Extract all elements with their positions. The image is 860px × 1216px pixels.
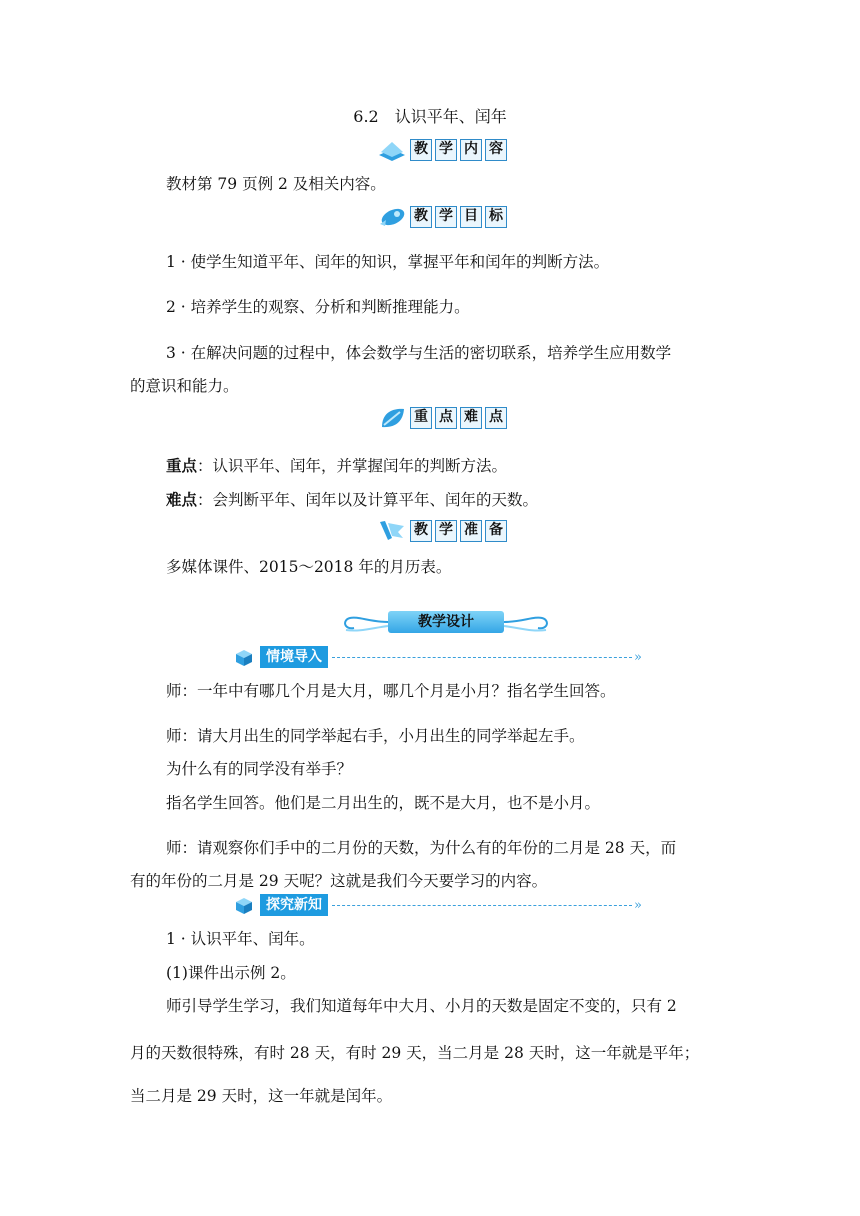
step-tag: 探究新知 bbox=[260, 894, 328, 916]
section-char: 重 bbox=[410, 407, 432, 429]
section-char: 学 bbox=[435, 520, 457, 542]
step1-line: 指名学生回答。他们是二月出生的，既不是大月，也不是小月。 bbox=[166, 794, 601, 812]
section-char: 准 bbox=[460, 520, 482, 542]
step1-line: 为什么有的同学没有举手？ bbox=[166, 760, 353, 778]
step1-line: 师：请大月出生的同学举起右手，小月出生的同学举起左手。 bbox=[166, 727, 585, 745]
key-point bbox=[166, 456, 507, 476]
prep-text: 多媒体课件、2015～2018 年的月历表。 bbox=[166, 558, 452, 576]
rocket-icon bbox=[376, 204, 408, 230]
section-char: 标 bbox=[485, 206, 507, 228]
step2-line: 当二月是 29 天时，这一年就是闰年。 bbox=[130, 1087, 393, 1105]
double-chevron-icon: » bbox=[634, 649, 642, 665]
cube-icon bbox=[232, 646, 260, 668]
double-chevron-icon: » bbox=[634, 897, 642, 913]
section-char: 学 bbox=[435, 139, 457, 161]
banner-label: 教学设计 bbox=[388, 611, 504, 633]
step2-line: 师引导学生学习，我们知道每年中大月、小月的天数是固定不变的，只有 2 bbox=[166, 997, 677, 1015]
flag-icon bbox=[376, 518, 408, 544]
goal-line: 2 · 培养学生的观察、分析和判断推理能力。 bbox=[166, 298, 470, 316]
section-header-content bbox=[376, 137, 510, 163]
step-tag: 情境导入 bbox=[260, 646, 328, 668]
section-char: 学 bbox=[435, 206, 457, 228]
step2-line: (1)课件出示例 2。 bbox=[166, 964, 296, 982]
step2-line: 月的天数很特殊，有时 28 天，有时 29 天，当二月是 28 天时，这一年就是平年； bbox=[130, 1044, 700, 1062]
section-char: 容 bbox=[485, 139, 507, 161]
goal-line: 3 · 在解决问题的过程中，体会数学与生活的密切联系，培养学生应用数学 bbox=[166, 344, 672, 362]
teaching-design-banner bbox=[340, 606, 552, 636]
section-char: 备 bbox=[485, 520, 507, 542]
difficult-point bbox=[166, 490, 538, 510]
section-header-keypoints bbox=[376, 405, 510, 431]
section-char: 教 bbox=[410, 520, 432, 542]
section-char: 教 bbox=[410, 139, 432, 161]
dashed-divider bbox=[332, 905, 632, 906]
section-header-goals bbox=[376, 204, 510, 230]
goal-line: 的意识和能力。 bbox=[130, 377, 239, 395]
content-text: 教材第 79 页例 2 及相关内容。 bbox=[166, 175, 386, 193]
leaf-icon bbox=[376, 405, 408, 431]
step1-line: 师：一年中有哪几个月是大月，哪几个月是小月？指名学生回答。 bbox=[166, 682, 616, 700]
section-char: 点 bbox=[485, 407, 507, 429]
step-header-explore bbox=[232, 894, 642, 916]
difficult-label: 难点 bbox=[166, 490, 198, 509]
step1-line: 有的年份的二月是 29 天呢？这就是我们今天要学习的内容。 bbox=[130, 872, 548, 890]
dashed-divider bbox=[332, 657, 632, 658]
step1-line: 师：请观察你们手中的二月份的天数，为什么有的年份的二月是 28 天，而 bbox=[166, 839, 677, 857]
goal-line: 1 · 使学生知道平年、闰年的知识，掌握平年和闰年的判断方法。 bbox=[166, 253, 610, 271]
step-header-intro bbox=[232, 646, 642, 668]
book-icon bbox=[376, 137, 408, 163]
section-char: 内 bbox=[460, 139, 482, 161]
key-label: 重点 bbox=[166, 456, 198, 475]
section-header-prep bbox=[376, 518, 510, 544]
step2-line: 1 · 认识平年、闰年。 bbox=[166, 930, 315, 948]
cube-icon bbox=[232, 894, 260, 916]
difficult-text: ：会判断平年、闰年以及计算平年、闰年的天数。 bbox=[197, 491, 539, 509]
section-char: 难 bbox=[460, 407, 482, 429]
section-char: 目 bbox=[460, 206, 482, 228]
lesson-title: 6.2 认识平年、闰年 bbox=[353, 107, 507, 126]
key-text: ：认识平年、闰年，并掌握闰年的判断方法。 bbox=[197, 457, 508, 475]
section-char: 点 bbox=[435, 407, 457, 429]
section-char: 教 bbox=[410, 206, 432, 228]
